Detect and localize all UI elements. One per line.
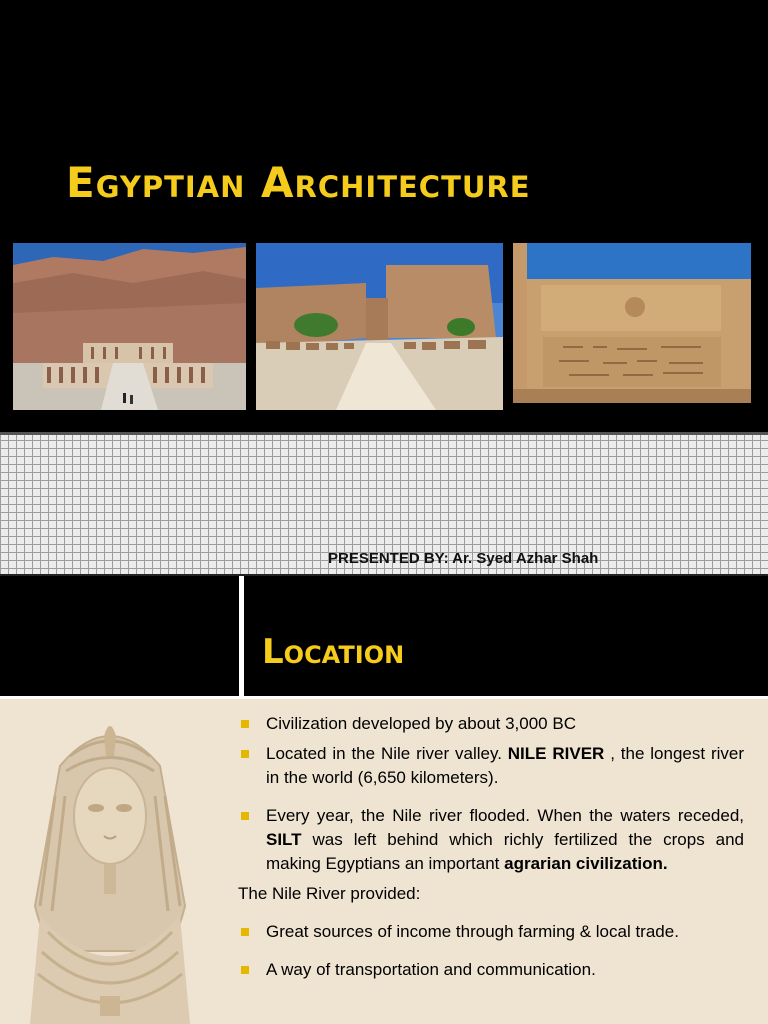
bullet-text: , the longest river in the world (6,650 kilometers). — [266, 744, 744, 787]
horizontal-divider — [0, 696, 768, 699]
vertical-divider — [239, 576, 244, 696]
bullet-square-icon — [241, 720, 249, 728]
slide-title-heading: Egyptian Architecture — [66, 158, 531, 207]
temple-hatshepsut-photo — [13, 243, 246, 410]
list-item — [238, 920, 744, 944]
pharaoh-mask-image — [0, 696, 225, 1024]
bullet-square-icon — [241, 966, 249, 974]
list-item — [238, 742, 744, 790]
bullet-bold-text: NILE RIVER — [507, 744, 605, 763]
carved-relief-photo — [513, 243, 751, 403]
location-content — [238, 712, 744, 988]
bullet-text: Located in the Nile river valley. — [266, 744, 508, 763]
presenter-credit: PRESENTED BY: Ar. Syed Azhar Shah — [328, 550, 599, 567]
list-item — [238, 712, 744, 736]
bullet-text: Great sources of income through farming & local trade. — [266, 922, 679, 941]
bullet-bold-text: agrarian civilization. — [504, 854, 668, 873]
slide-location-heading: Location — [262, 632, 405, 672]
bullet-square-icon — [241, 812, 249, 820]
slide-location — [0, 576, 768, 1024]
karnak-sphinx-avenue-photo — [256, 243, 503, 410]
bullet-square-icon — [241, 750, 249, 758]
list-item — [238, 804, 744, 876]
nile-provided-paragraph: The Nile River provided: — [238, 884, 421, 903]
bullet-bold-text: SILT — [266, 830, 302, 849]
bullet-text: Civilization developed by about 3,000 BC — [266, 714, 576, 733]
bullet-square-icon — [241, 928, 249, 936]
list-item — [238, 958, 744, 982]
bullet-text: A way of transportation and communication. — [266, 960, 596, 979]
bullet-text: was left behind which richly fertilized the crops and making Egyptians an important — [266, 830, 744, 873]
bullet-text: Every year, the Nile river flooded. When the waters receded, — [266, 806, 744, 825]
